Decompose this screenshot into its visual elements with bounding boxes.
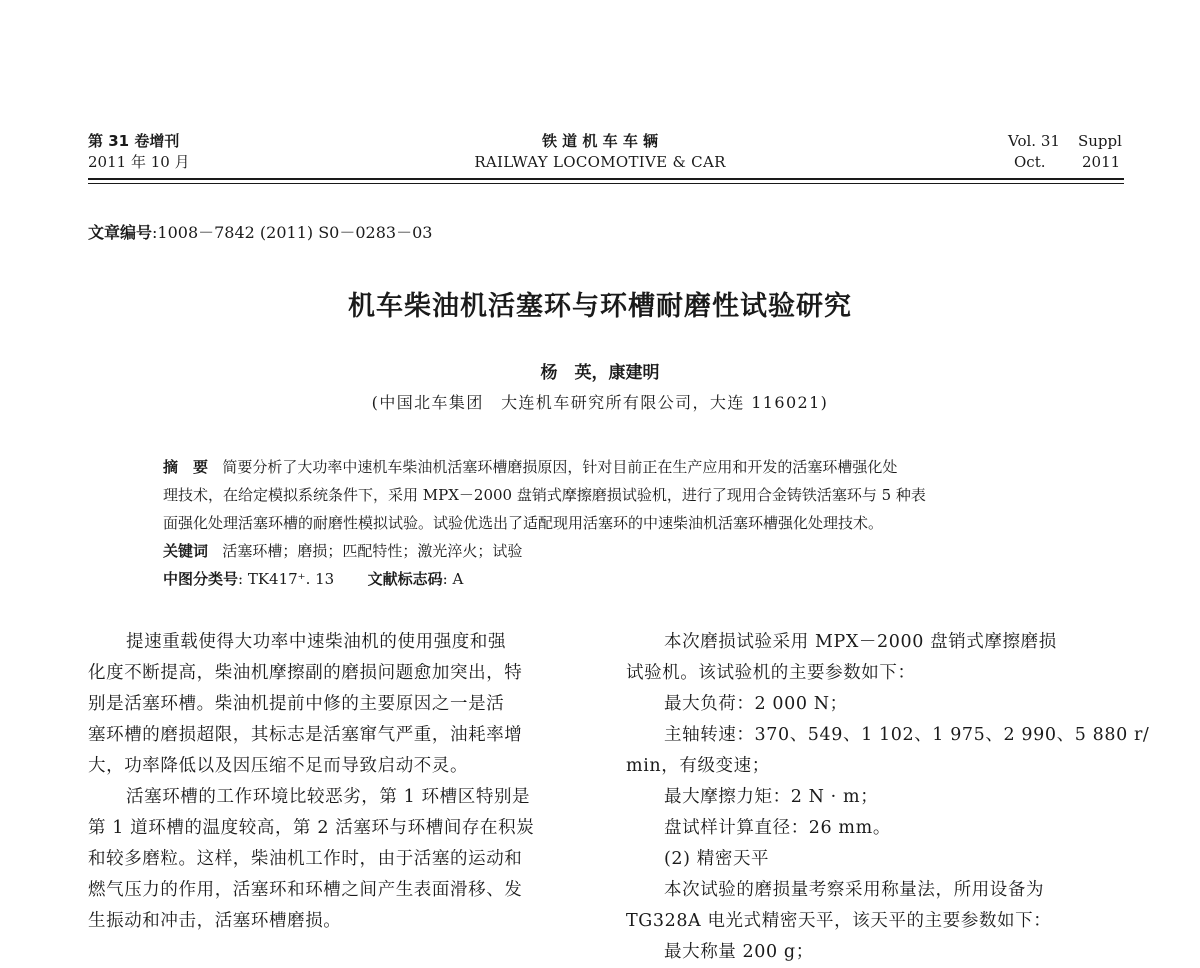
header-rule-thin [88,183,1124,184]
journal-name-en: RAILWAY LOCOMOTIVE & CAR [474,153,726,171]
right-line-5: min，有级变速； [626,756,770,776]
journal-volume-cn: 第 31 卷增刊 [88,132,180,150]
doc-code-value: : A [442,570,464,588]
left-line-10: 生振动和冲击，活塞环槽磨损。 [88,911,342,931]
article-id [88,220,432,243]
right-line-8: (2) 精密天平 [664,849,770,869]
right-line-7: 盘试样计算直径：26 mm。 [664,818,891,838]
left-line-8: 和较多磨粒。这样，柴油机工作时，由于活塞的运动和 [88,849,523,869]
header-rule-thick [88,178,1124,180]
keywords-line [163,540,522,562]
article-id-label: 文章编号 [88,223,153,242]
journal-year-en: 2011 [1082,153,1121,171]
right-line-2: 试验机。该试验机的主要参数如下： [626,663,916,683]
left-line-6: 活塞环槽的工作环境比较恶劣，第 1 环槽区特别是 [126,787,531,807]
journal-date-cn: 2011 年 10 月 [88,153,190,171]
left-line-9: 燃气压力的作用，活塞环和环槽之间产生表面滑移、发 [88,880,523,900]
clc-value: : TK417⁺. 13 [238,570,335,588]
right-line-1: 本次磨损试验采用 MPX－2000 盘销式摩擦磨损 [664,632,1057,652]
left-line-1: 提速重载使得大功率中速柴油机的使用强度和强 [126,632,507,652]
right-line-4: 主轴转速：370、549、1 102、1 975、2 990、5 880 r/ [664,725,1150,745]
left-line-7: 第 1 道环槽的温度较高，第 2 活塞环与环槽间存在积炭 [88,818,535,838]
abstract-line-1 [163,456,897,478]
right-line-10: TG328A 电光式精密天平，该天平的主要参数如下： [626,911,1052,931]
keywords-label: 关键词 [163,542,209,560]
right-line-3: 最大负荷：2 000 N； [664,694,848,714]
article-id-value: :1008－7842 (2011) S0－0283－03 [152,223,433,242]
keywords-text: 活塞环槽；磨损；匹配特性；激光淬火；试验 [222,542,523,560]
abstract-text-1: 简要分析了大功率中速机车柴油机活塞环槽磨损原因，针对目前正在生产应用和开发的活塞环槽强化处 [222,458,898,476]
clc-label: 中图分类号 [163,570,239,588]
right-line-11: 最大称量 200 g； [664,942,814,962]
classification-line [163,568,463,590]
abstract-text-3: 面强化处理活塞环槽的耐磨性模拟试验。试验优选出了适配现用活塞环的中速柴油机活塞环槽强化处理技术。 [163,514,884,532]
journal-name-cn: 铁 道 机 车 车 辆 [541,132,659,150]
left-line-2: 化度不断提高，柴油机摩擦副的磨损问题愈加突出，特 [88,663,523,683]
paper-affiliation: (中国北车集团 大连机车研究所有限公司，大连 116021) [371,393,829,412]
left-line-3: 别是活塞环槽。柴油机提前中修的主要原因之一是活 [88,694,505,714]
journal-supplement-en: Suppl [1078,132,1122,150]
journal-volume-en: Vol. 31 [1008,132,1060,150]
left-line-4: 塞环槽的磨损超限，其标志是活塞窜气严重，油耗率增 [88,725,523,745]
body-right-column [626,627,1150,968]
paper-authors: 杨 英，康建明 [540,363,660,383]
doc-code-label: 文献标志码 [367,570,443,588]
paper-title: 机车柴油机活塞环与环槽耐磨性试验研究 [348,291,852,322]
abstract-label: 摘 要 [163,458,209,476]
right-line-9: 本次试验的磨损量考察采用称量法，所用设备为 [664,880,1045,900]
journal-month-en: Oct. [1014,153,1046,171]
body-left-column [88,627,593,937]
abstract-text-2: 理技术，在给定模拟系统条件下，采用 MPX－2000 盘销式摩擦磨损试验机，进行了现用合金铸铁活塞环与 5 种表 [163,486,926,504]
left-line-5: 大，功率降低以及因压缩不足而导致启动不灵。 [88,756,469,776]
right-line-6: 最大摩擦力矩：2 N · m； [664,787,879,807]
